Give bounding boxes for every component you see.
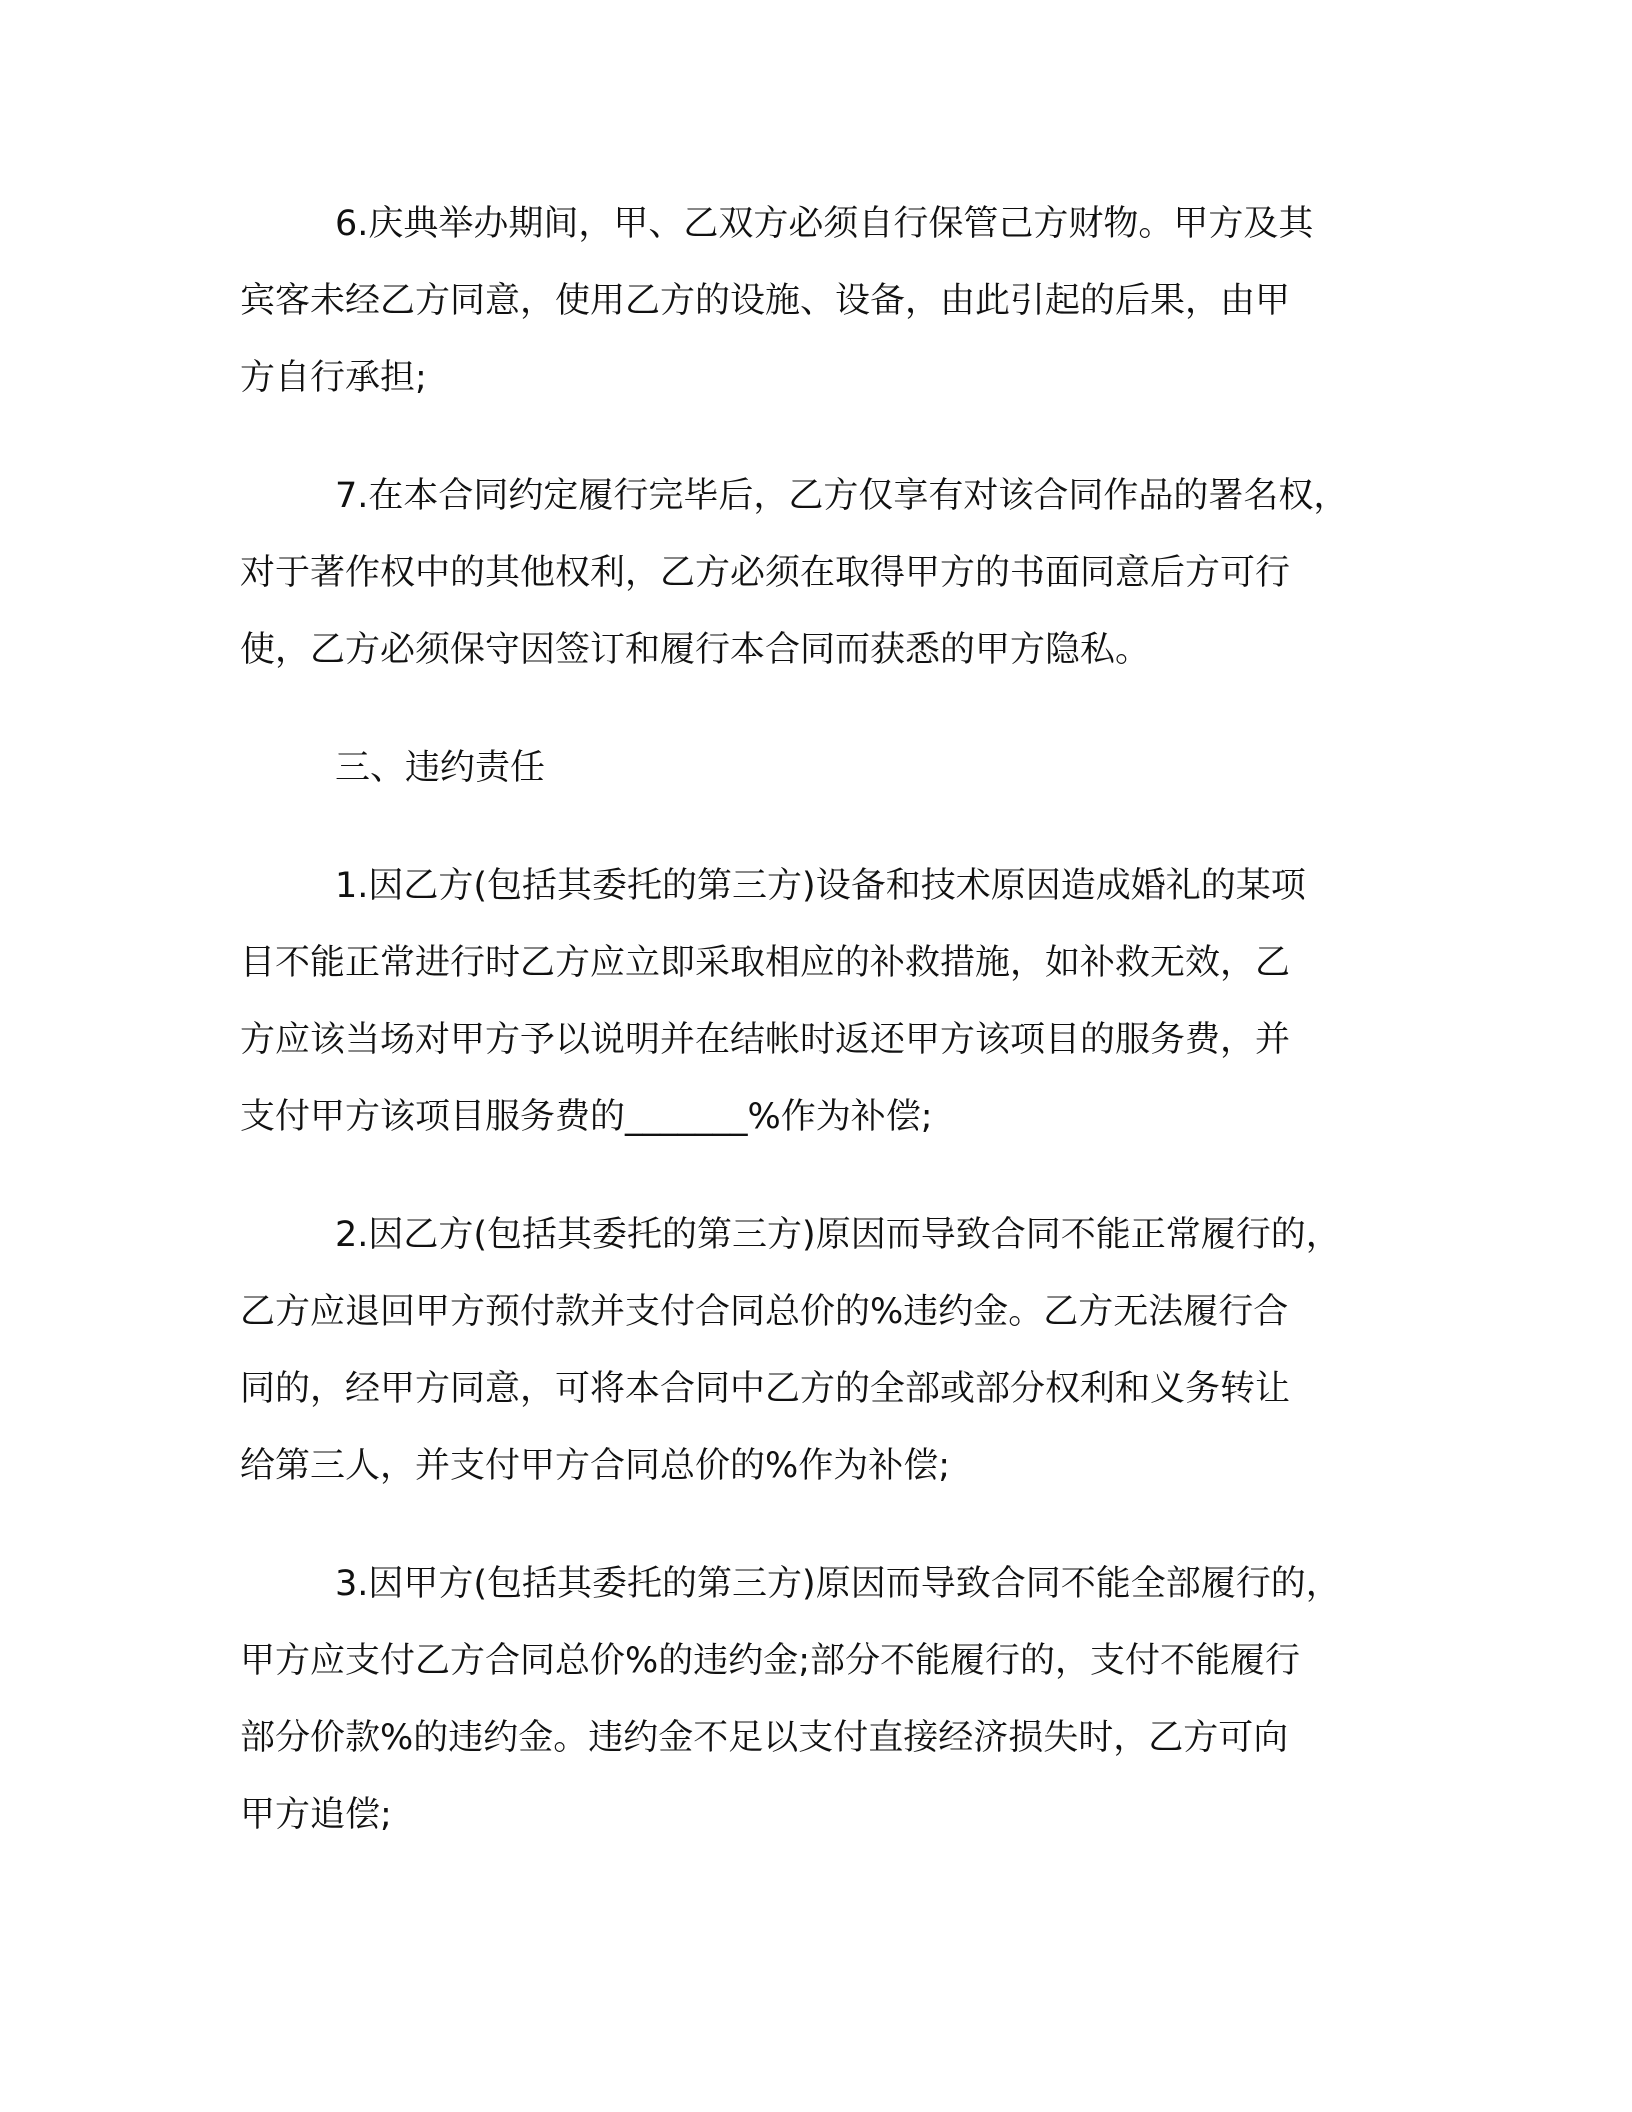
text-line: 对于著作权中的其他权利，乙方必须在取得甲方的书面同意后方可行 — [240, 553, 1291, 593]
text-line: 方应该当场对甲方予以说明并在结帐时返还甲方该项目的服务费，并 — [240, 1020, 1291, 1060]
liability-1-paragraph — [240, 848, 1390, 1156]
text-line: 给第三人，并支付甲方合同总价的%作为补偿; — [240, 1446, 951, 1486]
document-body — [240, 186, 1390, 1895]
text-line: 甲方追偿; — [240, 1795, 392, 1835]
liability-3-paragraph — [240, 1546, 1390, 1854]
text-line: 部分价款%的违约金。违约金不足以支付直接经济损失时，乙方可向 — [240, 1718, 1289, 1758]
section-heading — [240, 730, 1390, 807]
text-line: 宾客未经乙方同意，使用乙方的设施、设备，由此引起的后果，由甲 — [240, 281, 1291, 321]
text-line: 3.因甲方(包括其委托的第三方)原因而导致合同不能全部履行的， — [335, 1564, 1341, 1604]
text-line: 乙方应退回甲方预付款并支付合同总价的%违约金。乙方无法履行合 — [240, 1292, 1289, 1332]
clause-6-paragraph — [240, 186, 1390, 417]
text-line: 6.庆典举办期间，甲、乙双方必须自行保管己方财物。甲方及其 — [335, 204, 1314, 244]
text-line: 目不能正常进行时乙方应立即采取相应的补救措施，如补救无效，乙 — [240, 943, 1291, 983]
text-line: 同的，经甲方同意，可将本合同中乙方的全部或部分权利和义务转让 — [240, 1369, 1291, 1409]
text-line: 支付甲方该项目服务费的_______%作为补偿; — [240, 1097, 933, 1137]
text-line: 2.因乙方(包括其委托的第三方)原因而导致合同不能正常履行的， — [335, 1215, 1341, 1255]
text-line: 7.在本合同约定履行完毕后，乙方仅享有对该合同作品的署名权， — [335, 476, 1349, 516]
liability-2-paragraph — [240, 1197, 1390, 1505]
text-line: 方自行承担; — [240, 358, 427, 398]
text-line: 使，乙方必须保守因签订和履行本合同而获悉的甲方隐私。 — [240, 630, 1151, 670]
text-line: 甲方应支付乙方合同总价%的违约金;部分不能履行的，支付不能履行 — [240, 1641, 1301, 1681]
heading-text: 三、违约责任 — [335, 748, 546, 788]
clause-7-paragraph — [240, 458, 1390, 689]
text-line: 1.因乙方(包括其委托的第三方)设备和技术原因造成婚礼的某项 — [335, 866, 1306, 906]
